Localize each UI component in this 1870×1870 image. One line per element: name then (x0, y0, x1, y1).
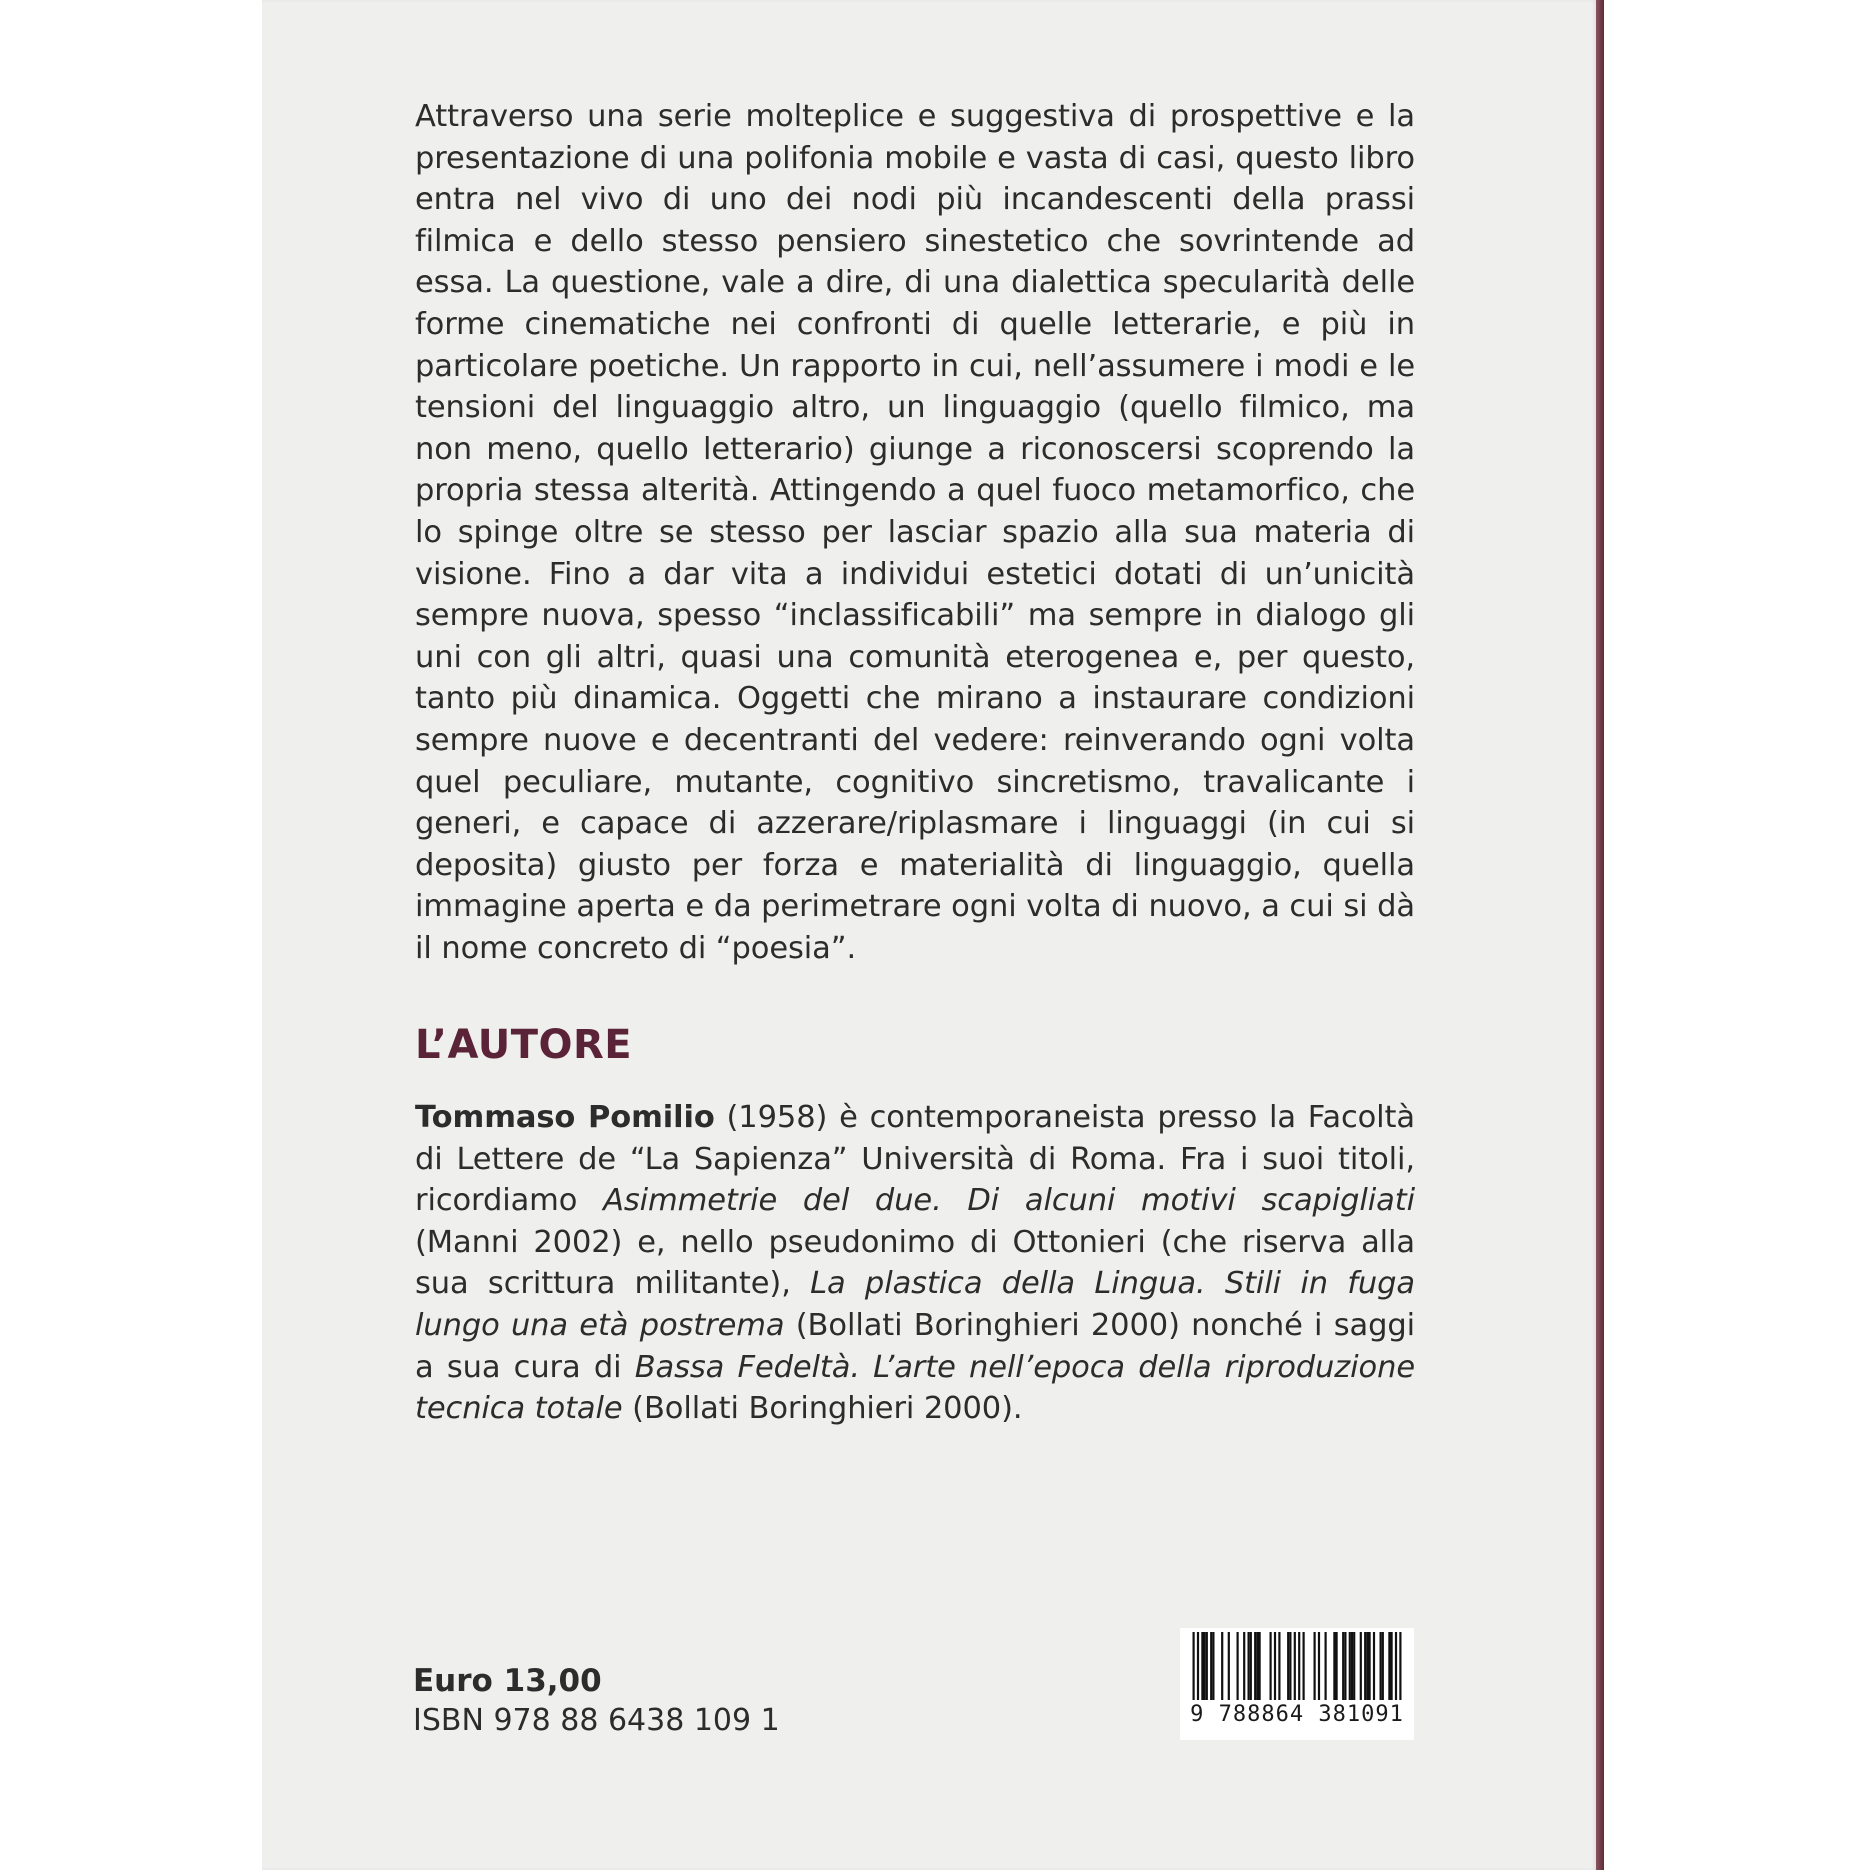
barcode-bar (1333, 1632, 1335, 1704)
barcode-bar (1212, 1632, 1214, 1704)
book-title-1: Asimmetrie del due. Di alcuni motivi scapigliati (603, 1183, 1416, 1219)
author-bio-text-4: (Bollati Boringhieri 2000). (622, 1391, 1023, 1427)
barcode-bar (1349, 1632, 1351, 1704)
barcode-bar (1344, 1632, 1346, 1704)
isbn-label: ISBN 978 88 6438 109 1 (413, 1703, 780, 1738)
barcode-bar (1221, 1632, 1223, 1704)
book-title-2: La plastica della Lingua. Stili in fuga lungo una età postrema (415, 1266, 1416, 1343)
barcode-bar (1278, 1632, 1280, 1704)
barcode-bar (1373, 1632, 1375, 1704)
barcode-bar (1254, 1632, 1256, 1704)
barcode-bar (1259, 1632, 1261, 1704)
barcode-bar (1380, 1632, 1382, 1704)
barcode-bar (1366, 1632, 1368, 1704)
author-bio-paragraph (415, 1097, 1415, 1430)
barcode-bar (1382, 1632, 1384, 1704)
author-bio-text-2: (Manni 2002) e, nello pseudonimo di Ottonieri (che riserva alla sua scrittura militante), (415, 1224, 1415, 1302)
barcode-bar (1274, 1632, 1276, 1704)
barcode-bar (1318, 1632, 1320, 1704)
barcode-bar (1204, 1632, 1206, 1704)
barcode-bar (1342, 1632, 1344, 1704)
barcode-bar (1314, 1632, 1316, 1704)
author-bio-text-1: (1958) è contemporaneista presso la Facoltà di Lettere de “La Sapienza” Università di Roma. Fra i suoi titoli, ricordiamo (415, 1100, 1415, 1219)
barcode-bar (1210, 1632, 1212, 1704)
author-heading: L’AUTORE (415, 1022, 633, 1068)
blurb-paragraph: Attraverso una serie molteplice e suggestiva di prospettive e la presentazione di una polifonia mobile e vasta di casi, questo libro entra nel vivo di uno dei nodi più incandescenti della prassi filmica e dello stesso pensiero sinestetico che sovrintende ad essa. La questione, vale a dire, di una dialettica specularità delle forme cinematiche nei confronti di quelle letterarie, e più in particolare poetiche. Un rapporto in cui, nell’assumere i modi e le tensioni del linguaggio altro, un linguaggio (quello filmico, ma non meno, quello letterario) giunge a riconoscersi scoprendo la propria stessa alterità. Attingendo a quel fuoco metamorfico, che lo spinge oltre se stesso per lasciar spazio alla sua materia di visione. Fino a dar vita a individui estetici dotati di un’unicità sempre nuova, spesso “inclassificabili” ma sempre in dialogo gli uni con gli altri, quasi una comunità eterogenea e, per questo, tanto più dinamica. Oggetti che mirano a instaurare condizioni sempre nuove e decentranti del vedere: reinverando ogni volta quel peculiare, mutante, cognitivo sincretismo, travalicante i generi, e capace di azzerare/riplasmare i linguaggi (in cui si deposita) giusto per forza e materialità di linguaggio, quella immagine aperta e da perimetrare ogni volta di nuovo, a cui si dà il nome concreto di “poesia”. (415, 99, 1415, 966)
barcode-bar (1206, 1632, 1208, 1704)
barcode-bar (1391, 1632, 1393, 1704)
blurb (415, 96, 1415, 969)
barcode-bar (1364, 1632, 1366, 1704)
barcode-digits: 9 788864 381091 (1180, 1700, 1414, 1730)
barcode-bar (1360, 1632, 1362, 1704)
barcode-bar (1256, 1632, 1258, 1704)
barcode-bar (1336, 1632, 1338, 1704)
barcode-bar (1287, 1632, 1289, 1704)
author-bio (415, 1097, 1415, 1430)
barcode-bar (1228, 1632, 1230, 1704)
barcode-bar (1351, 1632, 1353, 1704)
barcode-bar (1388, 1632, 1390, 1704)
barcode-bar (1248, 1632, 1250, 1704)
barcode-bar (1353, 1632, 1355, 1704)
book-title-3: Bassa Fedeltà. L’arte nell’epoca della riproduzione tecnica totale (415, 1349, 1415, 1427)
spine-edge (1596, 0, 1604, 1870)
author-name: Tommaso Pomilio (415, 1100, 715, 1135)
barcode-bar (1303, 1632, 1305, 1704)
price-label: Euro 13,00 (413, 1663, 602, 1699)
barcode-bar (1250, 1632, 1252, 1704)
barcode-bar (1369, 1632, 1371, 1704)
barcode-bar (1270, 1632, 1272, 1704)
barcode-bar (1325, 1632, 1327, 1704)
barcode-bar (1237, 1632, 1239, 1704)
barcode-bar (1201, 1632, 1203, 1704)
barcode-bar (1243, 1632, 1245, 1704)
author-bio-text-3: (Bollati Boringhieri 2000) nonché i saggi a sua cura di (415, 1307, 1415, 1385)
barcode-bar (1289, 1632, 1291, 1704)
